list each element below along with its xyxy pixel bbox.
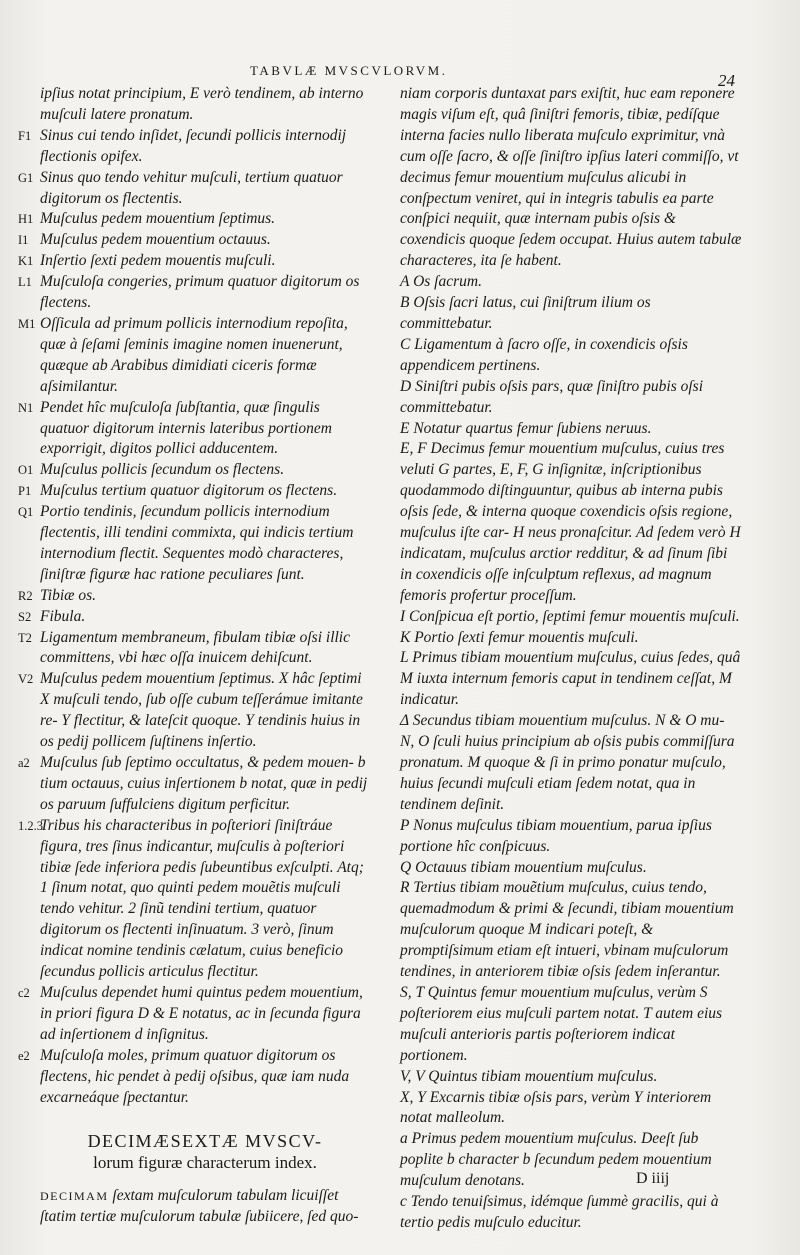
right-entry [400,1088,742,1130]
entry-text: Sinus cui tendo inſidet, ſecundi pollicis internodij flectionis opifex. [40,126,347,165]
entry-mark: T2 [18,630,32,645]
right-entry [400,628,742,649]
entry-mark: P1 [18,484,32,499]
entry-text: Pendet hîc muſculoſa ſubſtantia, quæ ſingulis quatuor digitorum internis lateribus portionem exporrigit, digitos pollici adducentem. [40,398,332,458]
section-heading-line2: lorum figuræ characterum index. [93,1153,317,1173]
entry-text: I Conſpicua eſt portio, ſeptimi femur mouentis muſculi. [400,607,740,625]
left-entry [18,314,370,398]
left-entry [18,168,370,210]
entry-text: D Siniſtri pubis oſsis pars, quæ ſiniſtro pubis oſsi committebatur. [400,377,704,416]
left-entry [18,669,370,753]
right-entry [400,335,742,377]
entry-text: E Notatur quartus femur ſubiens neruus. [400,419,652,437]
left-entry [18,1046,370,1109]
intro-paragraph [40,1186,370,1228]
entry-mark: M1 [18,316,36,331]
right-entry [400,711,742,816]
entry-text: L Primus tibiam mouentium muſculus, cuius ſedes, quâ M iuxta internum femoris caput in tendinem ceſſat, M indicatur. [400,649,741,709]
entry-text: A Os ſacrum. [400,273,482,291]
entry-text: B Oſsis ſacri latus, cui ſiniſtrum ilium os committebatur. [400,294,651,332]
section-heading [40,1130,370,1174]
left-entry [18,209,370,230]
entry-mark: Q1 [18,505,34,520]
entry-mark: c2 [18,985,30,1000]
right-entry [400,1192,742,1234]
entry-text: Muſculus pedem mouentium ſeptimus. X hâc ſeptimi X muſculi tendo, ſub oſſe cubum teſſerámue imitante re- Y flectitur, & lateſcit quoque. Y tendinis huius in os pedij pollicem ſuſtinens inſertio. [40,670,363,751]
entry-text: Ligamentum membraneum, fibulam tibiæ oſsi illic committens, vbi hæc oſſa inuicem dehiſcunt. [40,628,350,667]
left-entry [40,84,370,126]
entry-text: X, Y Excarnis tibiæ oſsis pars, verùm Y interiorem notat malleolum. [400,1088,712,1127]
entry-mark: L1 [18,275,32,290]
left-entry [18,586,370,607]
entry-text: V, V Quintus tibiam mouentium muſculus. [400,1067,658,1085]
entry-text: c Tendo tenuiſsimus, idémque ſummè gracilis, qui à tertio pedis muſculo educitur. [400,1193,719,1231]
entry-text: K Portio ſexti femur mouentis muſculi. [400,628,639,646]
left-entry [18,272,370,314]
entry-mark: S2 [18,609,32,624]
intro-smallcaps: DECIMAM [40,1189,109,1204]
entry-mark: F1 [18,128,32,143]
entry-mark: R2 [18,588,33,603]
signature-mark: D iiij [636,1170,670,1187]
right-entry [400,439,742,606]
entry-mark: N1 [18,400,34,415]
entry-text: Portio tendinis, ſecundum pollicis internodium flectentis, illi tendini commixta, qui indicis tertium internodium flectit. Sequentes modò characteres, ſiniſtræ figuræ hac ratione peculiares ſunt. [40,503,354,583]
right-entry [400,648,742,711]
entry-text: Muſculus tertium quatuor digitorum os flectens. [40,482,338,500]
entry-text: E, F Decimus femur mouentium muſculus, cuius tres veluti G partes, E, F, G inſignitæ, inſcriptionibus quodammodo diſtinguuntur, quibus ab interna pubis oſsis ſede, & interna quoque coxendicis oſsis regione, muſculus iſte car- H neus pronaſcitur. Ad ſedem verò H indicatam, muſculus arctior redditur, & ad ſinum ſibi in coxendicis oſſe inſculptum reflexus, ad magnum femoris profertur proceſſum. [400,440,741,604]
entry-text: Muſculus pollicis ſecundum os flectens. [40,461,285,479]
right-column [400,84,742,1234]
entry-text: Tibiæ os. [40,586,96,604]
left-entry [18,251,370,272]
entry-text: S, T Quintus femur mouentium muſculus, verùm S poſteriorem eius muſculi partem notat. T autem eius muſculi anterioris partis poſteriorem indicat portionem. [400,983,723,1064]
right-entry [400,419,742,440]
left-entry [18,607,370,628]
entry-mark: V2 [18,672,34,687]
left-entry [18,460,370,481]
right-entry [400,1129,742,1192]
running-title: TABVLÆ MVSCVLORVM. [250,63,448,78]
left-entry [18,126,370,168]
entry-text: Δ Secundus tibiam mouentium muſculus. N & O mu- N, O ſculi huius principium ab oſsis pubis commiſſura pronatum. M quoque & ſi in primo ponatur muſculo, huius ſecundi muſculi etiam ſedem notat, qua in tendinem deſinit. [400,712,735,813]
entry-text: Muſculus ſub ſeptimo occultatus, & pedem mouen- b tium octauus, cuius inſertionem b notat, quæ in pedij os paruum ſuffulciens digitum perficitur. [40,754,368,813]
right-entry [400,983,742,1067]
entry-text: P Nonus muſculus tibiam mouentium, parua ipſius portione hîc conſpicuus. [400,816,712,855]
entry-text: Sinus quo tendo vehitur muſculi, tertium quatuor digitorum os flectentis. [40,168,343,207]
entry-text: niam corporis duntaxat pars exiſtit, huc eam reponere magis viſum eſt, quâ ſiniſtri femoris, tibiæ, pedíſque interna facies nullo liberata muſculo exprimitur, vnà cum oſſe ſacro, & oſſe ſiniſtro ipſius lateri commiſſo, vt decimus femur mouentium muſculus alicubi in conſpectum veniret, qui in integris tabulis ea parte conſpici nequiit, quæ internam pubis oſsis & coxendicis quoque ſedem occupat. Huius autem tabulæ characteres, ita ſe habent. [400,85,742,270]
left-entry [18,983,370,1046]
entry-text: Muſculoſa moles, primum quatuor digitorum os flectens, hic pendet à pedij oſsibus, quæ iam nuda excarneáque ſpectantur. [40,1046,350,1106]
right-entry [400,607,742,628]
right-entry [400,1067,742,1088]
right-entry [400,293,742,335]
left-entry [18,816,370,983]
page-number: 24 [718,71,735,90]
right-entry [400,858,742,879]
entry-mark: I1 [18,233,29,248]
entry-text: Fibula. [40,607,86,625]
right-entry [400,377,742,419]
section-heading-line1: DECIMÆSEXTÆ MVSCV- [87,1131,323,1152]
right-entry [400,272,742,293]
entry-text: Q Octauus tibiam mouentium muſculus. [400,858,647,876]
entry-text: Tribus his characteribus in poſteriori ſiniſtráue figura, tres ſinus indicantur, muſculis à poſteriori tibiæ ſede inferiora pedis ſubeuntibus exſculpti. Atq; 1 ſinum notat, quo quinti pedem mouẽtis muſculi tendo vehitur. 2 ſinũ tendini tertium, quatuor digitorum os flectenti inſinuatum. 3 verò, ſinum indicat nomine tendinis cælatum, cuius beneficio ſecundus pollicis articulus flectitur. [40,816,364,981]
entry-text: Oſſicula ad primum pollicis internodium repoſita, quæ à ſeſami ſeminis imagine nomen inuenerunt, quæque ab Arabibus dimidiati ciceris formæ aſsimilantur. [40,314,348,395]
entry-mark: 1.2.3 [18,818,43,833]
left-column [18,84,370,1228]
entry-text: Muſculus dependet humi quintus pedem mouentium, in priori figura D & E notatus, ac in ſecunda figura ad inſertionem d inſignitus. [40,983,363,1043]
entry-mark: O1 [18,463,34,478]
entry-mark: e2 [18,1048,30,1063]
entry-text: Muſculus pedem mouentium ſeptimus. [40,210,276,228]
right-entry [400,84,742,272]
intro-text: ſextam muſculorum tabulam licuiſſet ſtatim tertiæ muſculorum tabulæ ſubiicere, ſed quo- [40,1187,359,1226]
left-entry [18,753,370,816]
entry-text: Muſculoſa congeries, primum quatuor digitorum os flectens. [40,273,360,312]
entry-mark: G1 [18,170,34,185]
right-entry [400,878,742,983]
entry-mark: a2 [18,756,30,770]
left-entry [18,398,370,461]
entry-text: C Ligamentum à ſacro oſſe, in coxendicis oſsis appendicem pertinens. [400,335,688,374]
entry-text: ipſius notat principium, E verò tendinem, ab interno muſculi latere pronatum. [40,85,364,123]
left-entry [18,481,370,502]
entry-text: Muſculus pedem mouentium octauus. [40,231,271,249]
entry-text: R Tertius tibiam mouẽtium muſculus, cuius tendo, quemadmodum & primi & ſecundi, tibiam mouentium muſculorum quoque M indicari poteſt, & promptiſsimum etiam eſt intueri, vbinam muſculorum tendines, in anteriorem tibiæ oſsis ſedem inſerantur. [400,879,734,981]
left-entry [18,230,370,251]
entry-mark: K1 [18,254,34,269]
entry-text: a Primus pedem mouentium muſculus. Deeſt ſub poplite b character b ſecundum pedem mouentium muſculum denotans. [400,1130,712,1190]
right-entry [400,816,742,858]
entry-text: Inſertio ſexti pedem mouentis muſculi. [40,252,276,270]
left-entry [18,628,370,670]
entry-mark: H1 [18,212,34,227]
left-entry [18,502,370,586]
